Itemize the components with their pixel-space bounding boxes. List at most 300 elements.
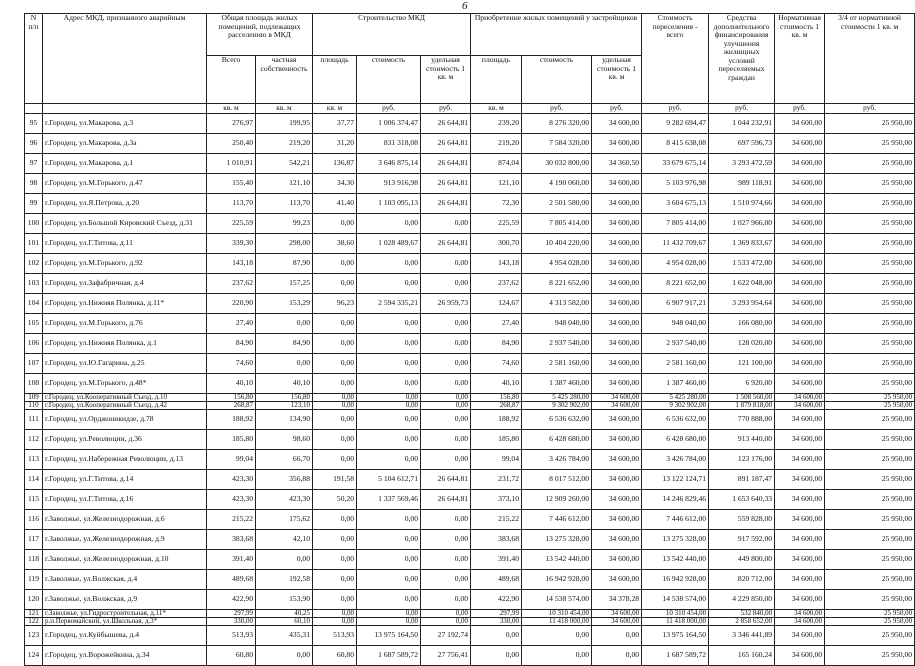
cell-acquisition-unit-cost: 34 600,00 [592,610,642,618]
cell-private-area: 153,90 [256,590,313,610]
cell-construction-cost: 0,00 [357,254,421,274]
page-number: 6 [462,0,468,12]
cell-construction-area: 0,00 [313,610,357,618]
cell-construction-cost: 1 337 569,46 [357,490,421,510]
cell-construction-unit-cost: 26 644,81 [421,490,471,510]
cell-acquisition-cost: 6 428 680,00 [522,430,592,450]
cell-standard-cost: 34 600,00 [775,646,825,666]
cell-three-quarter-cost: 25 950,00 [825,394,915,402]
cell-additional-funds: 532 840,00 [709,610,775,618]
cell-acquisition-cost: 11 418 000,00 [522,618,592,626]
cell-standard-cost: 34 600,00 [775,154,825,174]
cell-three-quarter-cost: 25 950,00 [825,646,915,666]
table-row [25,354,915,374]
cell-standard-cost: 34 600,00 [775,530,825,550]
cell-total-area: 215,22 [207,510,256,530]
header-sub-cost2: стоимость [522,56,592,104]
cell-standard-cost: 34 600,00 [775,374,825,394]
cell-construction-area: 0,00 [313,374,357,394]
cell-address: г.Заволжье, ул.Волжская, д.9 [43,590,207,610]
cell-acquisition-area: 72,30 [471,194,522,214]
cell-additional-funds: 770 888,00 [709,410,775,430]
cell-address: г.Городец, ул.Ю.Гагарина, д.25 [43,354,207,374]
cell-acquisition-area: 215,22 [471,510,522,530]
cell-acquisition-area: 239,20 [471,114,522,134]
cell-row-number: 102 [25,254,43,274]
table-row [25,430,915,450]
cell-resettlement-cost: 948 040,00 [642,314,709,334]
cell-additional-funds: 3 346 441,89 [709,626,775,646]
cell-resettlement-cost: 7 805 414,00 [642,214,709,234]
unit-cell: кв. м [313,104,357,114]
cell-construction-unit-cost: 26 644,81 [421,470,471,490]
cell-total-area: 297,99 [207,610,256,618]
cell-total-area: 143,18 [207,254,256,274]
cell-three-quarter-cost: 25 950,00 [825,590,915,610]
cell-construction-unit-cost: 26 644,81 [421,194,471,214]
cell-address: г.Городец, ул.Г.Титова, д.11 [43,234,207,254]
table-row [25,470,915,490]
cell-construction-cost: 0,00 [357,394,421,402]
cell-additional-funds: 1 027 966,00 [709,214,775,234]
header-acquisition: Приобретение жилых помещений у застройщиков [471,14,642,56]
cell-resettlement-cost: 8 221 652,00 [642,274,709,294]
table-row [25,374,915,394]
cell-construction-cost: 0,00 [357,570,421,590]
cell-construction-area: 513,93 [313,626,357,646]
cell-resettlement-cost: 14 538 574,00 [642,590,709,610]
unit-cell: кв. м [471,104,522,114]
cell-total-area: 188,92 [207,410,256,430]
cell-acquisition-cost: 10 310 454,00 [522,610,592,618]
cell-construction-unit-cost: 0,00 [421,550,471,570]
cell-acquisition-unit-cost: 34 600,00 [592,394,642,402]
cell-total-area: 423,30 [207,490,256,510]
cell-row-number: 122 [25,618,43,626]
cell-construction-area: 0,00 [313,334,357,354]
cell-construction-cost: 13 975 164,50 [357,626,421,646]
cell-total-area: 220,90 [207,294,256,314]
cell-construction-unit-cost: 0,00 [421,450,471,470]
cell-private-area: 0,00 [256,550,313,570]
cell-three-quarter-cost: 25 950,00 [825,570,915,590]
cell-construction-area: 0,00 [313,590,357,610]
cell-private-area: 40,10 [256,374,313,394]
cell-construction-unit-cost: 26 959,73 [421,294,471,314]
cell-construction-cost: 0,00 [357,430,421,450]
table-row [25,590,915,610]
cell-row-number: 96 [25,134,43,154]
cell-three-quarter-cost: 25 950,00 [825,470,915,490]
cell-address: г.Городец, ул.Макарова, д.1 [43,154,207,174]
resettlement-table [24,13,915,666]
cell-row-number: 116 [25,510,43,530]
cell-acquisition-cost: 0,00 [522,646,592,666]
cell-construction-cost: 5 104 612,71 [357,470,421,490]
cell-standard-cost: 34 600,00 [775,294,825,314]
unit-cell: руб. [357,104,421,114]
cell-row-number: 97 [25,154,43,174]
cell-construction-unit-cost: 0,00 [421,610,471,618]
cell-acquisition-cost: 948 040,00 [522,314,592,334]
table-row [25,618,915,626]
cell-construction-cost: 0,00 [357,550,421,570]
cell-additional-funds: 1 044 232,91 [709,114,775,134]
cell-construction-area: 0,00 [313,394,357,402]
cell-three-quarter-cost: 25 950,00 [825,134,915,154]
cell-construction-area: 0,00 [313,530,357,550]
cell-row-number: 104 [25,294,43,314]
cell-acquisition-cost: 7 584 320,00 [522,134,592,154]
header-construction: Строительство МКД [313,14,471,56]
cell-standard-cost: 34 600,00 [775,234,825,254]
cell-construction-area: 0,00 [313,430,357,450]
cell-row-number: 105 [25,314,43,334]
cell-construction-unit-cost: 0,00 [421,334,471,354]
cell-construction-unit-cost: 26 644,81 [421,134,471,154]
cell-standard-cost: 34 600,00 [775,354,825,374]
cell-construction-area: 41,40 [313,194,357,214]
cell-construction-unit-cost: 0,00 [421,214,471,234]
cell-total-area: 60,80 [207,646,256,666]
cell-three-quarter-cost: 25 950,00 [825,402,915,410]
cell-acquisition-area: 300,70 [471,234,522,254]
table-row [25,294,915,314]
cell-acquisition-cost: 30 032 800,00 [522,154,592,174]
cell-acquisition-area: 40,10 [471,374,522,394]
cell-acquisition-area: 0,00 [471,646,522,666]
table-row [25,194,915,214]
cell-standard-cost: 34 600,00 [775,490,825,510]
cell-acquisition-cost: 16 942 928,00 [522,570,592,590]
cell-acquisition-area: 874,04 [471,154,522,174]
cell-standard-cost: 34 600,00 [775,334,825,354]
cell-additional-funds: 697 596,73 [709,134,775,154]
cell-resettlement-cost: 2 581 160,00 [642,354,709,374]
cell-acquisition-unit-cost: 34 378,28 [592,590,642,610]
cell-three-quarter-cost: 25 950,00 [825,550,915,570]
cell-resettlement-cost: 7 446 612,00 [642,510,709,530]
cell-resettlement-cost: 14 246 829,46 [642,490,709,510]
header-sub-area: площадь [313,56,357,104]
cell-construction-cost: 0,00 [357,402,421,410]
cell-additional-funds: 559 828,00 [709,510,775,530]
cell-address: г.Городец, ул.М.Горького, д.76 [43,314,207,334]
cell-acquisition-cost: 7 805 414,00 [522,214,592,234]
cell-private-area: 0,00 [256,314,313,334]
table-row [25,626,915,646]
cell-address: г.Городец, ул.Г.Титова, д.14 [43,470,207,490]
cell-additional-funds: 913 440,00 [709,430,775,450]
header-three-quarter: 3/4 от нормативной стоимости 1 кв. м [825,14,915,104]
cell-resettlement-cost: 16 942 928,00 [642,570,709,590]
cell-additional-funds: 989 118,91 [709,174,775,194]
cell-total-area: 113,70 [207,194,256,214]
cell-row-number: 123 [25,626,43,646]
table-row [25,550,915,570]
cell-standard-cost: 34 600,00 [775,430,825,450]
cell-private-area: 84,90 [256,334,313,354]
cell-additional-funds: 1 653 640,33 [709,490,775,510]
cell-standard-cost: 34 600,00 [775,174,825,194]
cell-standard-cost: 34 600,00 [775,610,825,618]
cell-resettlement-cost: 3 604 675,13 [642,194,709,214]
cell-total-area: 513,93 [207,626,256,646]
cell-resettlement-cost: 6 907 917,21 [642,294,709,314]
cell-acquisition-area: 143,18 [471,254,522,274]
cell-construction-area: 0,00 [313,314,357,334]
cell-private-area: 423,30 [256,490,313,510]
header-sub-private: частная собственность [256,56,313,104]
cell-resettlement-cost: 2 937 540,00 [642,334,709,354]
cell-acquisition-unit-cost: 34 600,00 [592,114,642,134]
cell-resettlement-cost: 13 275 328,00 [642,530,709,550]
cell-resettlement-cost: 11 418 000,00 [642,618,709,626]
unit-empty-address [43,104,207,114]
cell-total-area: 339,30 [207,234,256,254]
cell-row-number: 98 [25,174,43,194]
cell-acquisition-unit-cost: 34 600,00 [592,510,642,530]
cell-acquisition-area: 330,00 [471,618,522,626]
cell-acquisition-area: 185,80 [471,430,522,450]
cell-construction-cost: 1 028 489,67 [357,234,421,254]
cell-acquisition-unit-cost: 0,00 [592,646,642,666]
cell-row-number: 109 [25,394,43,402]
cell-acquisition-area: 237,62 [471,274,522,294]
cell-construction-cost: 0,00 [357,410,421,430]
cell-acquisition-area: 489,68 [471,570,522,590]
cell-acquisition-area: 156,80 [471,394,522,402]
cell-additional-funds: 820 712,00 [709,570,775,590]
cell-standard-cost: 34 600,00 [775,626,825,646]
cell-construction-unit-cost: 0,00 [421,254,471,274]
cell-acquisition-cost: 14 538 574,00 [522,590,592,610]
cell-acquisition-cost: 13 542 440,00 [522,550,592,570]
cell-standard-cost: 34 600,00 [775,114,825,134]
header-sub-unit-cost: удельная стоимость 1 кв. м [421,56,471,104]
cell-acquisition-area: 0,00 [471,626,522,646]
cell-private-area: 99,23 [256,214,313,234]
cell-row-number: 108 [25,374,43,394]
header-total-area: Общая площадь жилых помещений, подлежащих расселению в МКД [207,14,313,56]
table-row [25,510,915,530]
cell-three-quarter-cost: 25 950,00 [825,450,915,470]
cell-acquisition-area: 74,60 [471,354,522,374]
cell-construction-cost: 0,00 [357,334,421,354]
cell-construction-area: 96,23 [313,294,357,314]
table-row [25,274,915,294]
cell-construction-unit-cost: 0,00 [421,410,471,430]
cell-additional-funds: 123 176,00 [709,450,775,470]
cell-acquisition-cost: 9 302 902,00 [522,402,592,410]
cell-three-quarter-cost: 25 950,00 [825,374,915,394]
cell-total-area: 185,80 [207,430,256,450]
cell-private-area: 98,60 [256,430,313,450]
cell-address: г.Заволжье, ул.Железнодорожная, д.9 [43,530,207,550]
cell-three-quarter-cost: 25 950,00 [825,194,915,214]
cell-address: р.п.Первомайский, ул.Школьная, д.3* [43,618,207,626]
cell-total-area: 489,68 [207,570,256,590]
cell-acquisition-area: 84,90 [471,334,522,354]
cell-construction-cost: 0,00 [357,610,421,618]
cell-private-area: 192,58 [256,570,313,590]
cell-acquisition-cost: 4 954 028,00 [522,254,592,274]
cell-acquisition-cost: 3 426 784,00 [522,450,592,470]
cell-three-quarter-cost: 25 950,00 [825,154,915,174]
cell-additional-funds: 3 293 954,64 [709,294,775,314]
table-row [25,254,915,274]
unit-empty-num [25,104,43,114]
cell-private-area: 199,95 [256,114,313,134]
cell-construction-unit-cost: 27 756,41 [421,646,471,666]
cell-construction-cost: 0,00 [357,618,421,626]
cell-row-number: 100 [25,214,43,234]
cell-resettlement-cost: 4 954 028,00 [642,254,709,274]
table-row [25,450,915,470]
cell-standard-cost: 34 600,00 [775,274,825,294]
table-row [25,410,915,430]
cell-row-number: 119 [25,570,43,590]
header-sub-area2: площадь [471,56,522,104]
cell-acquisition-cost: 8 276 320,00 [522,114,592,134]
cell-address: г.Городец, ул.Кооперативный Съезд, д.10 [43,394,207,402]
cell-acquisition-area: 188,92 [471,410,522,430]
cell-acquisition-unit-cost: 0,00 [592,626,642,646]
header-sub-total: Всего [207,56,256,104]
header-address: Адрес МКД, признанного аварийным [43,14,207,104]
cell-address: г.Городец, ул.Г.Титова, д.16 [43,490,207,510]
cell-construction-area: 34,30 [313,174,357,194]
cell-total-area: 250,40 [207,134,256,154]
cell-address: г.Городец, ул.Макарова, д.3 [43,114,207,134]
cell-resettlement-cost: 9 282 694,47 [642,114,709,134]
cell-three-quarter-cost: 25 950,00 [825,430,915,450]
cell-address: г.Городец, ул.Я.Петрова, д.20 [43,194,207,214]
unit-cell: руб. [642,104,709,114]
cell-acquisition-unit-cost: 34 600,00 [592,314,642,334]
cell-row-number: 114 [25,470,43,490]
cell-standard-cost: 34 600,00 [775,618,825,626]
cell-standard-cost: 34 600,00 [775,402,825,410]
cell-acquisition-unit-cost: 34 360,50 [592,154,642,174]
cell-private-area: 435,31 [256,626,313,646]
cell-row-number: 117 [25,530,43,550]
cell-construction-area: 0,00 [313,354,357,374]
cell-additional-funds: 165 160,24 [709,646,775,666]
cell-construction-cost: 0,00 [357,214,421,234]
cell-acquisition-unit-cost: 34 600,00 [592,134,642,154]
cell-additional-funds: 1 369 833,67 [709,234,775,254]
cell-standard-cost: 34 600,00 [775,570,825,590]
cell-construction-area: 38,60 [313,234,357,254]
cell-private-area: 87,90 [256,254,313,274]
cell-acquisition-unit-cost: 34 600,00 [592,254,642,274]
cell-additional-funds: 166 080,00 [709,314,775,334]
cell-private-area: 156,80 [256,394,313,402]
cell-private-area: 60,10 [256,618,313,626]
cell-total-area: 423,30 [207,470,256,490]
cell-construction-area: 0,00 [313,618,357,626]
cell-additional-funds: 891 187,47 [709,470,775,490]
cell-address: г.Городец, ул.Набережная Революции, д.13 [43,450,207,470]
cell-total-area: 330,00 [207,618,256,626]
cell-construction-unit-cost: 0,00 [421,394,471,402]
cell-three-quarter-cost: 25 950,00 [825,214,915,234]
cell-total-area: 84,90 [207,334,256,354]
cell-additional-funds: 6 920,00 [709,374,775,394]
cell-construction-area: 0,00 [313,402,357,410]
cell-total-area: 422,90 [207,590,256,610]
cell-acquisition-unit-cost: 34 600,00 [592,430,642,450]
header-standard-cost: Нормативная стоимость 1 кв. м [775,14,825,104]
cell-private-area: 42,10 [256,530,313,550]
cell-address: г.Городец, ул.Революции, д.36 [43,430,207,450]
cell-three-quarter-cost: 25 950,00 [825,254,915,274]
cell-additional-funds: 1 622 048,00 [709,274,775,294]
cell-total-area: 391,40 [207,550,256,570]
header-num: N п/п [25,14,43,104]
cell-construction-area: 0,00 [313,410,357,430]
cell-resettlement-cost: 5 425 280,00 [642,394,709,402]
cell-construction-area: 0,00 [313,214,357,234]
cell-construction-unit-cost: 0,00 [421,618,471,626]
cell-resettlement-cost: 11 432 709,67 [642,234,709,254]
cell-private-area: 356,88 [256,470,313,490]
cell-acquisition-cost: 10 404 220,00 [522,234,592,254]
cell-construction-cost: 3 646 875,14 [357,154,421,174]
cell-acquisition-cost: 5 425 280,00 [522,394,592,402]
cell-acquisition-cost: 8 017 512,00 [522,470,592,490]
cell-resettlement-cost: 13 542 440,00 [642,550,709,570]
cell-address: г.Городец, ул.Нижняя Полянка, д.11* [43,294,207,314]
cell-additional-funds: 1 508 560,00 [709,394,775,402]
cell-acquisition-unit-cost: 34 600,00 [592,334,642,354]
cell-three-quarter-cost: 25 950,00 [825,294,915,314]
unit-cell: руб. [522,104,592,114]
cell-address: г.Городец, ул.Кооперативный Съезд, д.42 [43,402,207,410]
cell-additional-funds: 1 879 818,00 [709,402,775,410]
table-row [25,490,915,510]
cell-address: г.Заволжье, ул.Железнодорожная, д.10 [43,550,207,570]
cell-acquisition-unit-cost: 34 600,00 [592,490,642,510]
cell-address: г.Городец, ул.М.Горького, д.47 [43,174,207,194]
cell-construction-area: 37,77 [313,114,357,134]
cell-address: г.Городец, ул.Макарова, д.3а [43,134,207,154]
table-row [25,114,915,134]
cell-three-quarter-cost: 25 950,00 [825,510,915,530]
cell-acquisition-unit-cost: 34 600,00 [592,402,642,410]
cell-acquisition-area: 27,40 [471,314,522,334]
cell-standard-cost: 34 600,00 [775,550,825,570]
cell-construction-unit-cost: 0,00 [421,510,471,530]
cell-private-area: 219,20 [256,134,313,154]
cell-private-area: 157,25 [256,274,313,294]
cell-construction-cost: 0,00 [357,374,421,394]
cell-acquisition-unit-cost: 34 600,00 [592,530,642,550]
cell-total-area: 383,68 [207,530,256,550]
cell-construction-unit-cost: 0,00 [421,430,471,450]
cell-construction-area: 0,00 [313,274,357,294]
cell-standard-cost: 34 600,00 [775,510,825,530]
cell-additional-funds: 3 293 472,59 [709,154,775,174]
cell-acquisition-area: 373,10 [471,490,522,510]
cell-construction-area: 0,00 [313,254,357,274]
cell-row-number: 112 [25,430,43,450]
cell-construction-cost: 0,00 [357,450,421,470]
cell-construction-area: 0,00 [313,510,357,530]
cell-row-number: 120 [25,590,43,610]
cell-additional-funds: 121 100,00 [709,354,775,374]
